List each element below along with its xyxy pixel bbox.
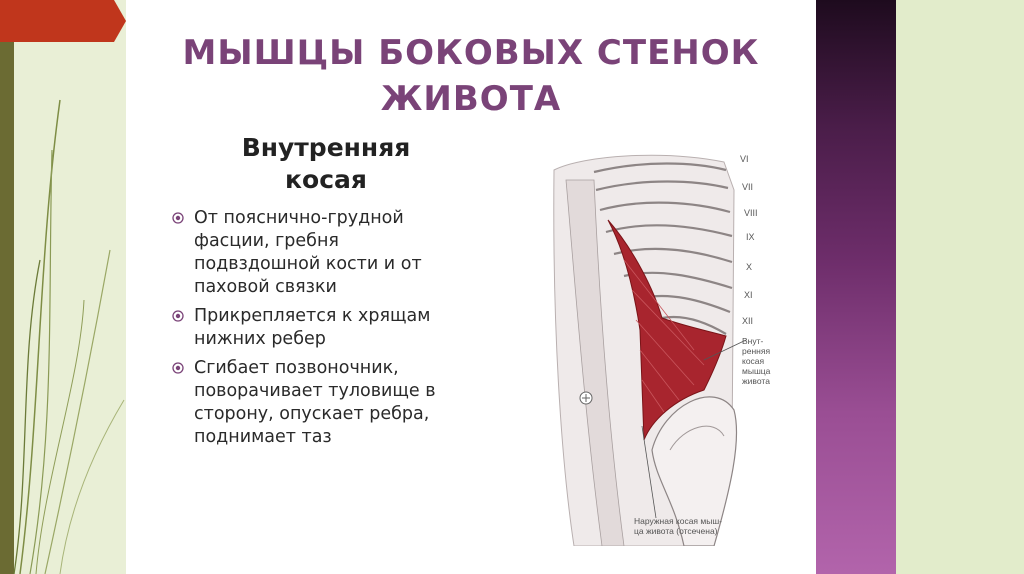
bullet-list xyxy=(170,207,470,455)
slide-subtitle xyxy=(206,132,446,196)
internal-label-line-5: живота xyxy=(742,376,770,386)
internal-label-line-1: Внут- xyxy=(742,336,764,346)
internal-oblique-label xyxy=(742,336,782,386)
circle-bullet-icon xyxy=(172,362,184,374)
circle-bullet-icon xyxy=(172,212,184,224)
bullet-item xyxy=(170,357,470,449)
rib-label-xi: XI xyxy=(744,290,753,300)
subtitle-line-1: Внутренняя xyxy=(241,133,411,162)
subtitle-line-2: косая xyxy=(285,165,367,194)
bullet-text: От пояснично-грудной фасции, гребня подвздошной кости и от паховой связки xyxy=(194,208,422,297)
decorative-grass-lines xyxy=(0,0,126,574)
internal-label-line-2: ренняя xyxy=(742,346,771,356)
rib-label-x: X xyxy=(746,262,753,272)
slide-content xyxy=(126,0,816,574)
external-label-line-1: Наружная косая мыш- xyxy=(634,516,723,526)
title-line-2: ЖИВОТА xyxy=(380,79,562,119)
right-decor-panel xyxy=(896,0,1024,574)
bullet-text: Сгибает позвоночник, поворачивает туловище в сторону, опускает ребра, поднимает таз xyxy=(194,358,436,447)
rib-label-xii: XII xyxy=(742,316,754,326)
accent-arrow-shape xyxy=(0,0,126,42)
bullet-text: Прикрепляется к хрящам нижних ребер xyxy=(194,306,431,349)
bullet-item xyxy=(170,305,470,351)
rib-label-viii: VIII xyxy=(744,208,758,218)
anatomy-figure xyxy=(544,150,780,546)
internal-label-line-3: косая xyxy=(742,356,765,366)
rib-label-ix: IX xyxy=(746,232,755,242)
left-decor-panel xyxy=(0,0,126,574)
rib-label-vii: VII xyxy=(742,182,754,192)
external-oblique-label xyxy=(634,516,780,536)
slide-title xyxy=(126,30,816,122)
circle-bullet-icon xyxy=(172,310,184,322)
rib-label-vi: VI xyxy=(740,154,749,164)
bullet-item xyxy=(170,207,470,299)
right-purple-band xyxy=(816,0,896,574)
internal-label-line-4: мышца xyxy=(742,366,771,376)
title-line-1: МЫШЦЫ БОКОВЫХ СТЕНОК xyxy=(182,33,760,73)
external-label-line-2: ца живота (отсечена) xyxy=(634,526,718,536)
